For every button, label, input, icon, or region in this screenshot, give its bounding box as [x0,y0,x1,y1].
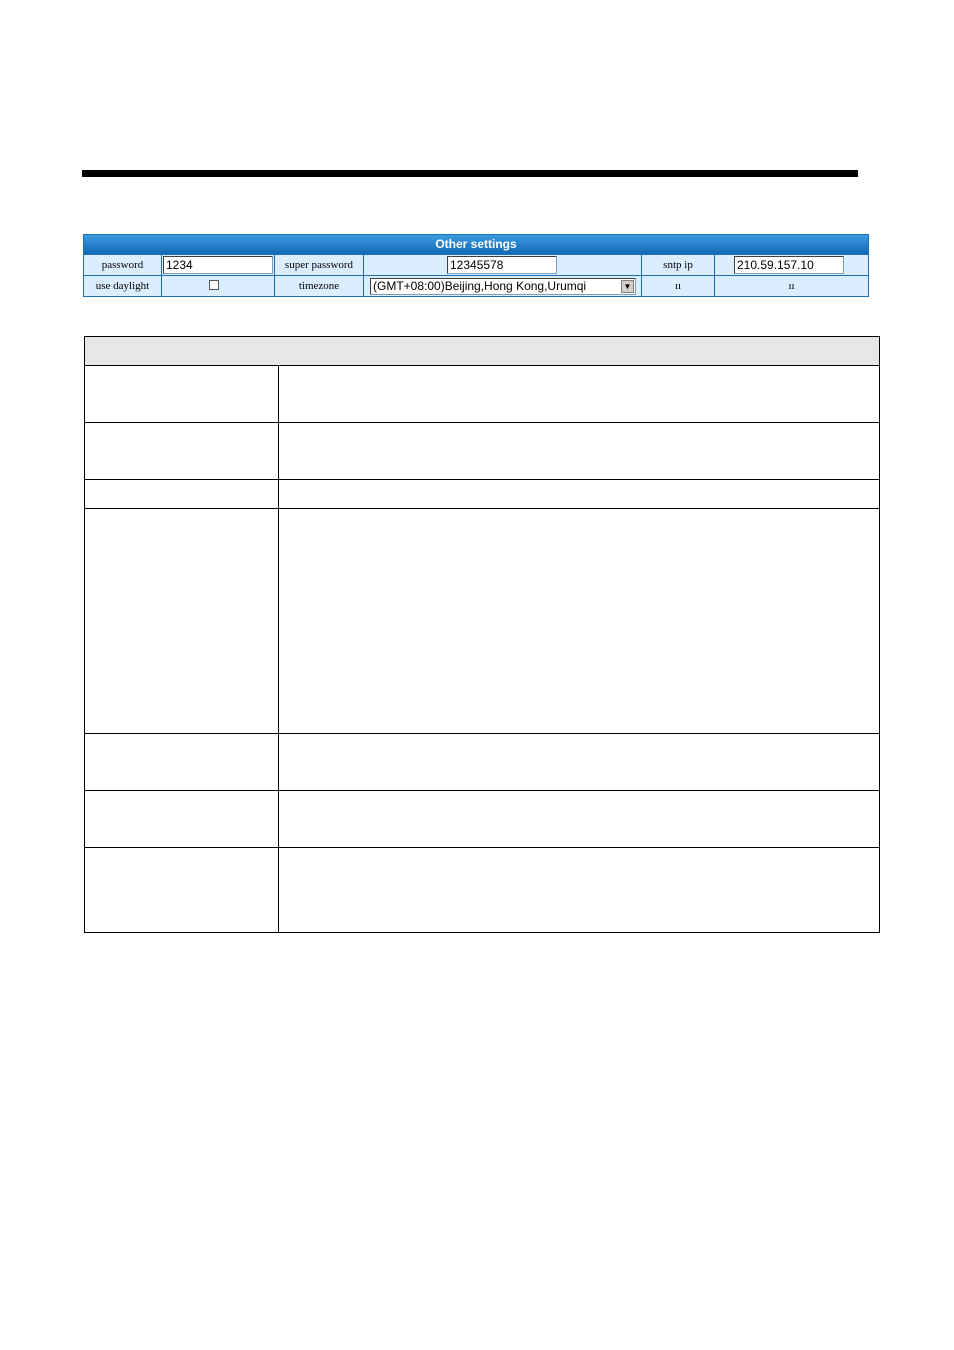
row-name [85,848,279,932]
use-daylight-label: use daylight [84,276,161,296]
table-row [85,791,879,848]
empty-label-cell: ıı [642,276,714,296]
table-header [85,337,879,366]
row-name [85,509,279,733]
table-row [85,423,879,480]
row-name [85,480,279,508]
password-input[interactable]: 1234 [163,256,273,274]
row-name [85,366,279,422]
sntp-ip-cell [715,255,868,275]
use-daylight-cell [162,276,274,296]
table-row [85,848,879,932]
row-desc [279,848,879,940]
timezone-label: timezone [275,276,363,296]
empty-value-cell: ıı [715,276,868,296]
row-desc [279,366,879,430]
timezone-selected-value: (GMT+08:00)Beijing,Hong Kong,Urumqi [373,279,587,293]
timezone-cell [364,276,641,296]
table-row [85,509,879,734]
super-password-input[interactable]: 12345578 [447,256,557,274]
password-label: password [84,255,161,275]
timezone-select[interactable] [370,278,636,295]
section-divider [82,170,858,177]
table-row [85,480,879,509]
password-cell [162,255,274,275]
other-settings-panel [83,234,869,297]
super-password-label: super password [275,255,363,275]
row-desc [279,791,879,855]
use-daylight-checkbox[interactable] [209,280,219,290]
row-name [85,791,279,847]
table-row [85,734,879,791]
row-desc [279,423,879,487]
sntp-ip-input[interactable]: 210.59.157.10 [734,256,844,274]
dropdown-arrow-icon[interactable]: ▼ [621,280,634,293]
sntp-ip-label: sntp ip [642,255,714,275]
row-desc [279,509,879,741]
description-table [84,336,880,933]
row-name [85,734,279,790]
super-password-cell [364,255,641,275]
row-name [85,423,279,479]
table-row [85,366,879,423]
row-desc [279,734,879,798]
panel-title: Other settings [84,235,868,254]
